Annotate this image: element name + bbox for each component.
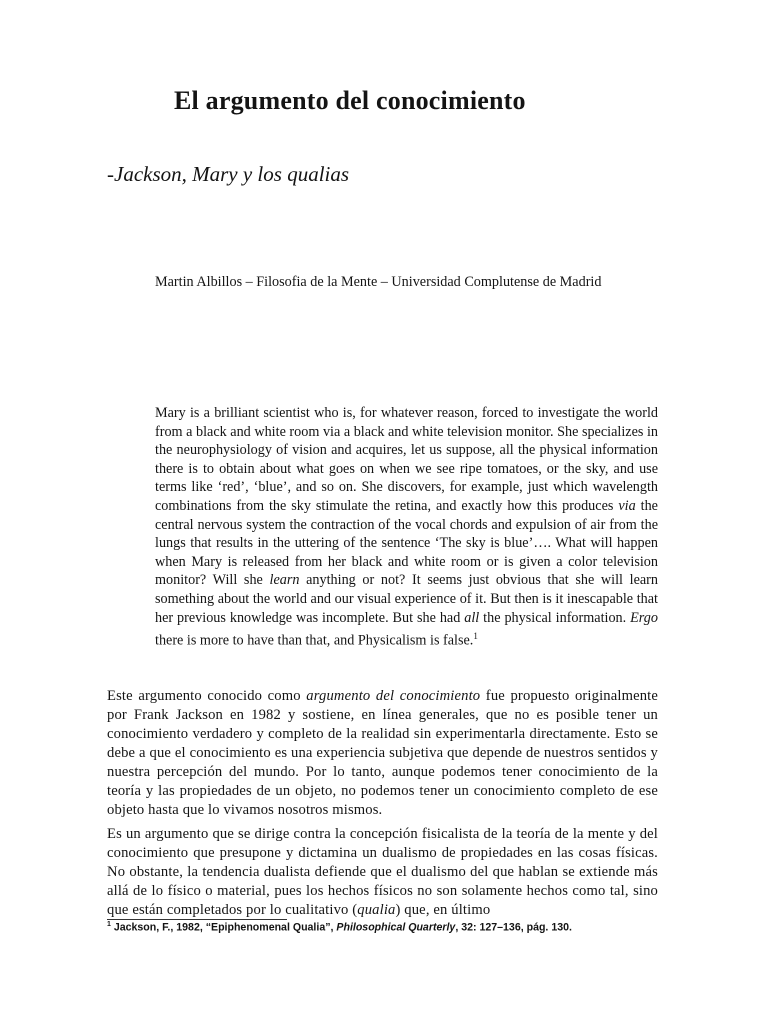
document-title: El argumento del conocimiento — [174, 86, 526, 115]
footnote-number: 1 — [107, 921, 111, 928]
footnote — [107, 921, 572, 934]
para1-text-2: fue propuesto originalmente por Frank Jackson en 1982 y sostiene, en línea generales, que no es posible tener un conocimiento verdadero y completo de la realidad sin experimentarla directamente. Esto se debe a que el conocimiento es una experiencia subjetiva que depende de nuestros sentidos y nuestra percepción del mundo. Por lo tanto, aunque podemos tener conocimiento de la teoría y las propiedades de un objeto, no podemos tener un conocimiento completo de ese objeto hasta que lo vivamos nosotros mismos. — [107, 688, 658, 818]
footnote-text-1: Jackson, F., 1982, “Epiphenomenal Qualia”, — [110, 921, 337, 934]
quote-emphasis-learn: learn — [269, 572, 300, 589]
quote-text-1: Mary is a brilliant scientist who is, for whatever reason, forced to investigate the world from a black and white room via a black and white television monitor. She specializes in the neurophysiology of vision and acquires, let us suppose, all the physical information there is to obtain about what goes on when we see ripe tomatoes, or the sky, and use terms like ‘red’, ‘blue’, and so on. She discovers, for example, just which wavelength combinations from the sky stimulate the retina, and exactly how this produces — [155, 405, 658, 514]
body-paragraph-2 — [107, 825, 658, 920]
quote-text-4: the physical information. — [479, 609, 631, 626]
quote-text-2: the central nervous system the contraction of the vocal chords and expulsion of air from the lungs that results in the uttering of the sentence ‘The sky is blue’…. What will happen when Mary is released from her black and white room or is given a color television monitor? Will she — [155, 497, 658, 589]
quote-emphasis-ergo: Ergo — [630, 609, 658, 626]
quote-emphasis-all: all — [464, 609, 480, 626]
footnote-journal: Philosophical Quarterly — [336, 921, 456, 934]
quote-text-5: there is more to have than that, and Physicalism is false. — [155, 632, 474, 649]
para1-emphasis: argumento del conocimiento — [306, 688, 481, 704]
document-subtitle: -Jackson, Mary y los qualias — [107, 162, 350, 186]
footnote-divider — [107, 919, 287, 920]
para2-text-2: ) que, en último — [395, 902, 491, 918]
quote-emphasis-via: via — [618, 497, 636, 514]
para1-text-1: Este argumento conocido como — [107, 688, 307, 704]
body-paragraph-1 — [107, 687, 658, 820]
quote-text-3: anything or not? It seems just obvious that she will learn something about the world and our visual experience of it. But then is it inescapable that her previous knowledge was incomplete. But she had — [155, 572, 658, 626]
block-quote — [155, 404, 658, 650]
footnote-reference: 1 — [473, 631, 478, 642]
para2-emphasis: qualia — [357, 902, 396, 918]
author-line: Martin Albillos – Filosofia de la Mente – Universidad Complutense de Madrid — [155, 274, 602, 290]
para2-text-1: Es un argumento que se dirige contra la concepción fisicalista de la teoría de la mente y del conocimiento que presupone y dictamina un dualismo de propiedades en las cosas físicas. No obstante, la tendencia dualista defiende que el dualismo del que hablan se extiende más allá de lo físico o material, pues los hechos físicos no son solamente hechos como tal, sino que están completados por lo cualitativo ( — [107, 826, 658, 918]
footnote-text-2: , 32: 127–136, pág. 130. — [455, 921, 572, 934]
